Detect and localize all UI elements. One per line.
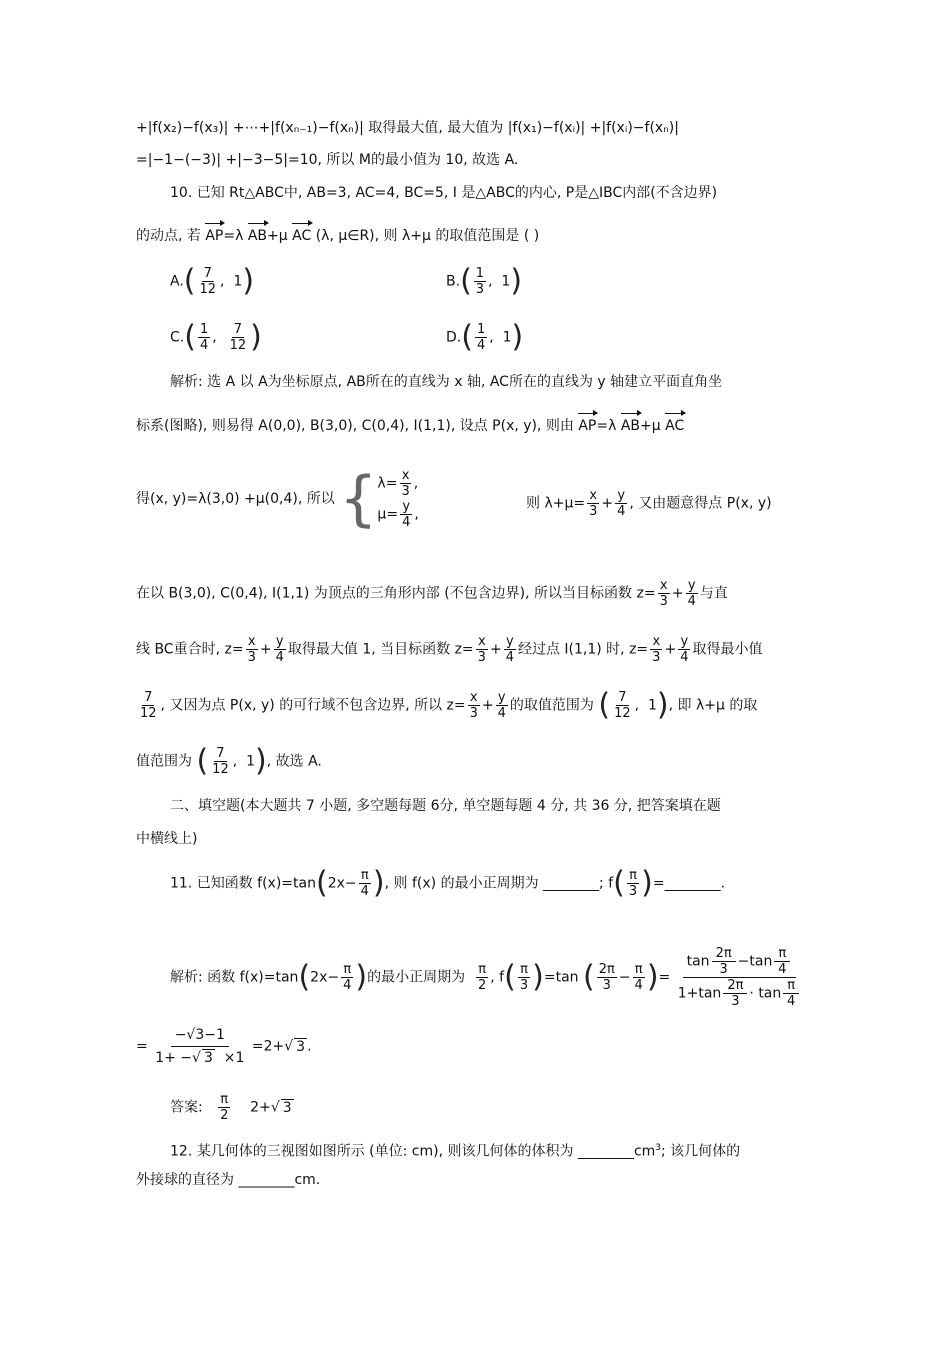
comma: , <box>212 329 217 346</box>
text: 又由题意得点 P(x, y) <box>638 495 772 512</box>
text: 取得最大值 1, 当目标函数 z= <box>287 641 474 658</box>
question-12-line-1: 12. 某几何体的三视图如图所示 (单位: cm), 则该几何体的体积为 $\_\_\_\_\_\_\_\_cm^3$; 该几何体的 <box>170 1143 741 1160</box>
text: (λ, μ∈R), 则 λ+μ 的取值范围是 ( ) <box>315 228 540 244</box>
section-2-line-1: 二、填空题(本大题共 7 小题, 多空题每题 6分, 单空题每题 4 分, 共 36 分, 把答案填在题 <box>170 798 721 814</box>
vector-ab: AB <box>620 418 641 434</box>
lambda-row: λ= $\frac{x}{3}$ , <box>377 468 419 499</box>
vector-ac: AC <box>665 418 685 434</box>
paren: ) <box>511 319 524 355</box>
text: 在以 B(3,0), C(0,4), I(1,1) 为顶点的三角形内部 (不包含边界), 所以当目标函数 z= <box>136 585 656 602</box>
fraction: $\frac{1}{4}$ <box>199 322 209 353</box>
value: 1 <box>233 273 243 290</box>
solution-line-4: 在以 B(3,0), C(0,4), I(1,1) 为顶点的三角形内部 (不包含边界), 所以当目标函数 z= $\frac{x}{3}$ + $\frac{y}{4}$ 与直 <box>136 578 728 609</box>
mu-row: μ= $\frac{y}{4}$ , <box>377 499 419 530</box>
solution-line-2 <box>136 416 684 436</box>
solution-line-3 <box>136 464 419 534</box>
question-11: 11. 已知函数 f(x)=tan(2x− $\frac{\pi}{4}$ ), 则 f(x) 的最小正周期为 ________; f( $\frac{\pi}{3}$ )=________. <box>170 865 726 901</box>
fraction: $\frac{x}{3}$ <box>659 578 668 609</box>
text: 取得最小值 <box>692 641 763 658</box>
text: =λ <box>223 228 244 244</box>
option-d[interactable] <box>446 319 524 355</box>
text: 的动点, 若 <box>136 228 201 244</box>
option-label: B. <box>446 273 461 290</box>
option-a[interactable] <box>170 263 255 299</box>
solution-line-1: 解析: 选 A 以 A为坐标原点, AB所在的直线为 x 轴, AC所在的直线为 y 轴建立平面直角坐 <box>170 374 723 390</box>
text: 经过点 I(1,1) 时, z= <box>517 641 649 658</box>
paren: ( <box>461 319 473 355</box>
comma: , <box>489 329 494 346</box>
option-label: C. <box>170 329 185 346</box>
option-label: D. <box>446 329 462 346</box>
fraction: $\frac{1}{3}$ <box>475 266 485 297</box>
text: 11. 已知函数 f(x)=tan <box>170 875 316 892</box>
vector-ab: AB <box>247 228 268 244</box>
big-fraction: $\frac{-√3-1}{1+ -√ 3 \times 1}$ <box>155 1024 244 1069</box>
fraction: $\frac{7}{12}$ <box>140 690 157 721</box>
solution-11-line-1: 解析: 函数 f(x)=tan(2x− $\frac{\pi}{4}$ )的最小正周期为 $\frac{\pi}{2}$ , f( $\frac{\pi}{3}$ )=tan ( $\frac{2\pi}{3}$ − $\frac{\pi}{4}$ )= tan $\frac{2\pi}{3}$ −tan $\frac{\pi}{4}$ 1+tan $\frac{2\pi}{3}$ · tan $\frac{\pi}{4}$ <box>170 946 804 1009</box>
section-2-line-2: 中横线上) <box>136 831 198 847</box>
text: =λ <box>596 418 617 434</box>
fraction: $\frac{7}{12}$ <box>229 322 247 353</box>
text: 故选 A. <box>275 753 322 770</box>
text: 的最小正周期为 <box>367 969 466 986</box>
brace: { <box>339 464 378 534</box>
text: 则 f(x) 的最小正周期为 ________; f <box>393 875 614 892</box>
question-12-line-2: 外接球的直径为 ________cm. <box>136 1172 321 1188</box>
question-10-line-1: 10. 已知 Rt△ABC中, AB=3, AC=4, BC=5, I 是△ABC的内心, P是△IBC内部(不含边界) <box>170 185 718 201</box>
text: 值范围为 <box>136 753 192 770</box>
option-label: A. <box>170 273 184 290</box>
text: 得(x, y)=λ(3,0) +μ(0,4), 所以 <box>136 491 335 507</box>
vector-ac: AC <box>292 228 312 244</box>
paren: ) <box>510 263 523 299</box>
text: 的取值范围为 <box>509 697 594 714</box>
vector-ap: AP <box>205 228 224 244</box>
text: 与直 <box>699 585 728 602</box>
text: 即 λ+μ 的取 <box>677 697 758 714</box>
solution-line-3-right: 则 λ+μ= $\frac{x}{3}$ + $\frac{y}{4}$ , 又由题意得点 P(x, y) <box>526 488 772 519</box>
paren: ) <box>250 319 262 355</box>
paren: ( <box>460 263 472 299</box>
value: 1 <box>502 329 512 346</box>
solution-line-5: 线 BC重合时, z= $\frac{x}{3}$ + $\frac{y}{4}$ 取得最大值 1, 当目标函数 z= $\frac{x}{3}$ + $\frac{y}{4}$ 经过点 I(1,1) 时, z= $\frac{x}{3}$ + $\frac{y}{4}$ 取得最小值 <box>136 634 763 665</box>
answer-label: 答案: <box>170 1099 203 1116</box>
solution-line-6: $\frac{7}{12}$ , 又因为点 P(x, y) 的可行域不包含边界, 所以 z= $\frac{x}{3}$ + $\frac{y}{4}$ 的取值范围为 ( $\frac{7}{12}$ , 1), 即 λ+μ 的取 <box>140 687 758 723</box>
big-fraction: tan $\frac{2\pi}{3}$ −tan $\frac{\pi}{4}$ 1+tan $\frac{2\pi}{3}$ · tan $\frac{\pi}{4}$ <box>678 946 801 1009</box>
equation-system <box>377 468 418 530</box>
text: +μ <box>640 418 661 434</box>
text: ; 该几何体的 <box>661 1143 741 1160</box>
vector-ap: AP <box>578 418 597 434</box>
paren: ) <box>242 263 255 299</box>
option-c[interactable] <box>170 319 262 355</box>
fraction: $\frac{7}{12}$ <box>199 266 217 297</box>
text: 12. 某几何体的三视图如图所示 (单位: cm), 则该几何体的体积为 ________cm <box>170 1143 656 1160</box>
text: 解析: 函数 f(x)=tan <box>170 969 299 986</box>
text: +μ <box>267 228 288 244</box>
text: 线 BC重合时, z= <box>136 641 244 658</box>
line-1: +|f(x₂)−f(x₃)| +⋯+|f(xₙ₋₁)−f(xₙ)| 取得最大值, 最大值为 |f(x₁)−f(xᵢ)| +|f(xᵢ)−f(xₙ)| <box>136 120 679 136</box>
fraction: $\frac{1}{4}$ <box>476 322 486 353</box>
text: 又因为点 P(x, y) 的可行域不包含边界, 所以 z= <box>169 697 466 714</box>
comma: , <box>220 273 225 290</box>
solution-line-7: 值范围为 ( $\frac{7}{12}$ , 1), 故选 A. <box>136 743 322 779</box>
text: 标系(图略), 则易得 A(0,0), B(3,0), C(0,4), I(1,1), 设点 P(x, y), 则由 <box>136 418 574 434</box>
answer-11: 答案: $\frac{\pi}{2}$ 2+√ 3 <box>170 1092 292 1123</box>
fraction: $\frac{y}{4}$ <box>617 488 626 519</box>
line-2: =|−1−(−3)| +|−3−5|=10, 所以 M的最小值为 10, 故选 A. <box>136 152 519 168</box>
solution-11-line-2: = $\frac{-√3-1}{1+ -√ 3 \times 1}$ =2+√ 3 . <box>136 1024 312 1069</box>
fraction: $\frac{x}{3}$ <box>589 488 598 519</box>
comma: , <box>488 273 493 290</box>
text: 则 λ+μ= <box>526 495 586 512</box>
value: 1 <box>501 273 511 290</box>
paren: ( <box>184 319 196 355</box>
paren: ( <box>183 263 196 299</box>
fraction: $\frac{y}{4}$ <box>687 578 696 609</box>
option-b[interactable] <box>446 263 523 299</box>
text: =________. <box>652 875 726 892</box>
question-10-line-2 <box>136 226 539 246</box>
